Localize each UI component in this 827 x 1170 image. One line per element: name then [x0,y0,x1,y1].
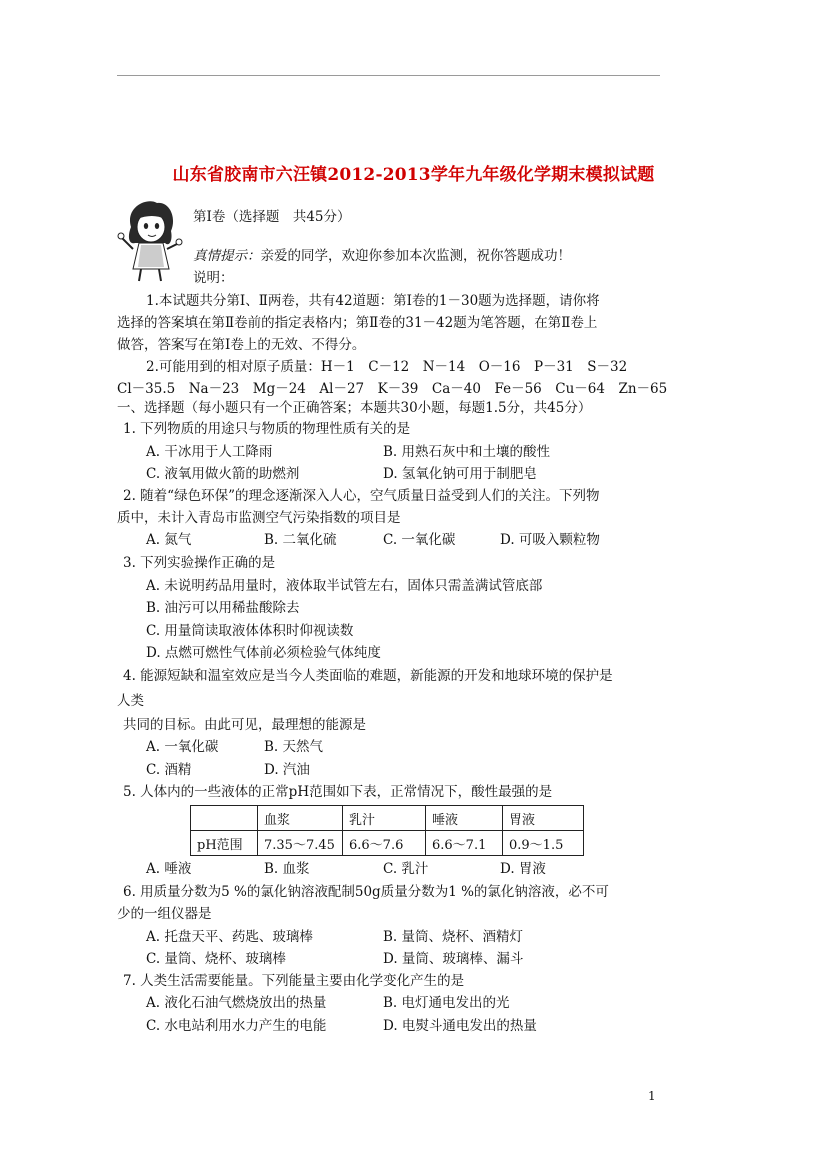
option: D. 汽油 [264,762,310,778]
option: A. 干冰用于人工降雨 [146,444,273,460]
option: C. 用量筒读取液体体积时仰视读数 [146,623,354,639]
question-stem: 1. 下列物质的用途只与物质的物理性质有关的是 [123,421,411,437]
option: C. 乳汁 [383,861,429,877]
option: A. 一氧化碳 [146,739,219,755]
table-cell: 6.6～7.1 [426,831,503,856]
table-cell: 胃液 [503,806,584,831]
option: C. 水电站利用水力产生的电能 [146,1018,327,1034]
option: D. 可吸入颗粒物 [500,532,600,548]
option: B. 量筒、烧杯、酒精灯 [383,929,524,945]
table-cell: 0.9～1.5 [503,831,584,856]
section-heading: 第Ⅰ卷（选择题 共45分） [193,209,351,225]
question-stem: 6. 用质量分数为5 %的氯化钠溶液配制50g质量分数为1 %的氯化钠溶液，必不可 [123,884,609,900]
question-stem: 质中，未计入青岛市监测空气污染指数的项目是 [117,510,401,526]
option: B. 血浆 [264,861,310,877]
notes-heading: 说明： [193,270,234,286]
question-stem: 4. 能源短缺和温室效应是当今人类面临的难题，新能源的开发和地球环境的保护是 [123,668,613,684]
greeting-text: 亲爱的同学，欢迎你参加本次监测，祝你答题成功！ [260,248,571,264]
table-cell: 乳汁 [343,806,426,831]
header-rule [117,75,660,76]
option: A. 未说明药品用量时，液体取半试管左右，固体只需盖满试管底部 [146,578,543,594]
question-stem: 少的一组仪器是 [117,906,212,922]
note-line: 做答，答案写在第Ⅰ卷上的无效、不得分。 [117,337,366,353]
option: D. 点燃可燃性气体前必须检验气体纯度 [146,645,381,661]
option: C. 酒精 [146,762,192,778]
question-stem: 共同的目标。由此可见，最理想的能源是 [123,717,366,733]
question-stem: 人类 [117,693,144,709]
option: B. 电灯通电发出的光 [383,995,510,1011]
table-header-row [191,806,584,831]
page-number: 1 [648,1089,656,1103]
note-line: 1.本试题共分第Ⅰ、Ⅱ两卷，共有42道题：第Ⅰ卷的1－30题为选择题，请你将 [146,293,600,309]
option: D. 氢氧化钠可用于制肥皂 [383,466,537,482]
table-cell: 血浆 [258,806,343,831]
table-cell: pH范围 [191,831,258,856]
greeting-label: 真情提示： [193,248,261,264]
question-stem: 3. 下列实验操作正确的是 [123,555,276,571]
exam-title: 山东省胶南市六汪镇2012-2013学年九年级化学期末模拟试题 [172,165,655,185]
table-row [191,831,584,856]
question-stem: 7. 人类生活需要能量。下列能量主要由化学变化产生的是 [123,973,465,989]
part-one-heading: 一、选择题（每小题只有一个正确答案；本题共30小题，每题1.5分，共45分） [117,400,592,416]
option: A. 氮气 [146,532,192,548]
option: C. 液氧用做火箭的助燃剂 [146,466,300,482]
table-cell: 6.6～7.6 [343,831,426,856]
option: C. 量筒、烧杯、玻璃棒 [146,951,286,967]
table-cell: 7.35～7.45 [258,831,343,856]
option: B. 天然气 [264,739,324,755]
note-line: Cl－35.5 Na－23 Mg－24 Al－27 K－39 Ca－40 Fe－56 Cu－64 Zn－65 [117,381,668,397]
option: B. 用熟石灰中和土壤的酸性 [383,444,551,460]
option: B. 油污可以用稀盐酸除去 [146,600,300,616]
question-stem: 5. 人体内的一些液体的正常pH范围如下表，正常情况下，酸性最强的是 [123,784,553,800]
option: D. 电熨斗通电发出的热量 [383,1018,537,1034]
option: A. 托盘天平、药匙、玻璃棒 [146,929,313,945]
option: D. 量筒、玻璃棒、漏斗 [383,951,524,967]
table-cell: 唾液 [426,806,503,831]
note-line: 2.可能用到的相对原子质量：H－1 C－12 N－14 O－16 P－31 S－32 [146,359,628,375]
table-cell [191,806,258,831]
option: A. 唾液 [146,861,192,877]
note-line: 选择的答案填在第Ⅱ卷前的指定表格内；第Ⅱ卷的31－42题为笔答题，在第Ⅱ卷上 [117,315,598,331]
greeting [193,247,571,265]
ph-table [190,805,584,856]
question-stem: 2. 随着“绿色环保”的理念逐渐深入人心，空气质量日益受到人们的关注。下列物 [123,488,600,504]
option: B. 二氧化硫 [264,532,337,548]
option: D. 胃液 [500,861,546,877]
option: A. 液化石油气燃烧放出的热量 [146,995,327,1011]
cartoon-girl-illustration [117,197,183,282]
option: C. 一氧化碳 [383,532,456,548]
